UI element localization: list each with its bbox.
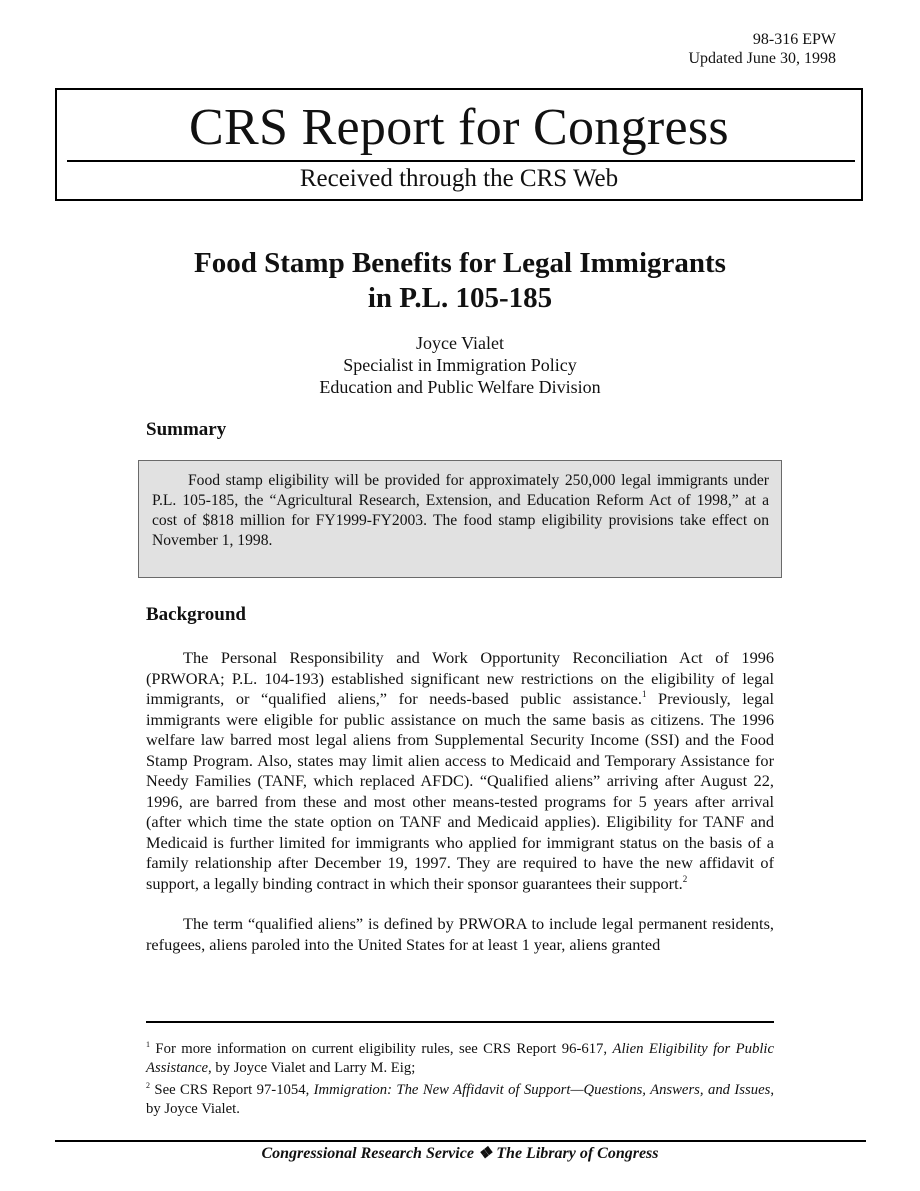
footer-divider — [55, 1140, 866, 1142]
summary-box — [138, 460, 782, 578]
background-body — [146, 648, 774, 955]
banner-divider — [67, 160, 855, 162]
footnote-2 — [146, 1081, 774, 1119]
title-line-2: in P.L. 105-185 — [367, 282, 553, 314]
footnote-text: For more information on current eligibility rules, see CRS Report 96-617, — [150, 1041, 613, 1057]
background-heading: Background — [146, 604, 246, 625]
summary-text: Food stamp eligibility will be provided for approximately 250,000 legal immigrants under P.L. 105-185, the “Agricultural Research, Extension, and Education Reform Act of 1998,” at a cost of $818 million for FY1999-FY2003. The food stamp eligibility provisions take effect on November 1, 1998. — [152, 472, 769, 549]
author-block — [0, 332, 920, 398]
paragraph-text: Previously, legal immigrants were eligible for public assistance on much the same basis as citizens. The 1996 welfare law barred most legal aliens from Supplemental Security Income (SSI) and the Food Stamp Program. Also, states may limit alien access to Medicaid and Temporary Assistance for Needy Families (TANF, which replaced AFDC). “Qualified aliens” arriving after August 22, 1996, are barred from these and most other means-tested programs for 5 years after arrival (after which time the state option on TANF and Medicaid applies). Eligibility for TANF and Medicaid is further limited for immigrants who applied for immigrant status on the basis of a family relationship after December 19, 1997. They are required to have the new affidavit of support, a legally binding contract in which their sponsor guarantees their support. — [146, 689, 774, 893]
footnote-1 — [146, 1040, 774, 1078]
footnote-divider — [146, 1021, 774, 1023]
footnotes — [146, 1040, 774, 1122]
author-name: Joyce Vialet — [415, 333, 505, 353]
footnote-text: , by Joyce Vialet. — [146, 1082, 774, 1117]
paragraph-text: The Personal Responsibility and Work Opportunity Reconciliation Act of 1996 (PRWORA; P.L. 104-193) established significant new restrictions on the eligibility of legal immigrants, or “qualified aliens,” for needs-based public assistance. — [146, 648, 774, 708]
document-title — [0, 246, 920, 316]
summary-heading: Summary — [146, 419, 227, 440]
footnote-marker: 2 — [146, 1081, 150, 1090]
banner-title: CRS Report for Congress — [189, 99, 729, 156]
updated-date: Updated June 30, 1998 — [688, 50, 836, 67]
author-title: Specialist in Immigration Policy — [343, 355, 577, 375]
footnote-ref-2: 2 — [682, 873, 688, 884]
banner-subtitle: Received through the CRS Web — [299, 165, 619, 192]
footnote-marker: 1 — [146, 1040, 150, 1049]
crs-banner — [55, 88, 863, 201]
footnote-citation: Immigration: The New Affidavit of Support—Questions, Answers, and Issues — [313, 1082, 771, 1098]
page-footer: Congressional Research Service ❖ The Library of Congress — [261, 1145, 659, 1162]
report-identifier — [688, 30, 836, 68]
background-paragraph-2: The term “qualified aliens” is defined by PRWORA to include legal permanent residents, refugees, aliens paroled into the United States for at least 1 year, aliens granted — [146, 914, 774, 954]
report-number: 98-316 EPW — [752, 31, 836, 48]
background-paragraph-1 — [146, 648, 774, 894]
title-line-1: Food Stamp Benefits for Legal Immigrants — [194, 247, 726, 279]
author-division: Education and Public Welfare Division — [319, 377, 601, 397]
footnote-citation: Alien Eligibility for Public Assistance — [146, 1041, 774, 1076]
footnote-text: , by Joyce Vialet and Larry M. Eig; — [208, 1060, 416, 1076]
footnote-ref-1: 1 — [641, 689, 647, 699]
footnote-text: See CRS Report 97-1054, — [150, 1082, 314, 1098]
